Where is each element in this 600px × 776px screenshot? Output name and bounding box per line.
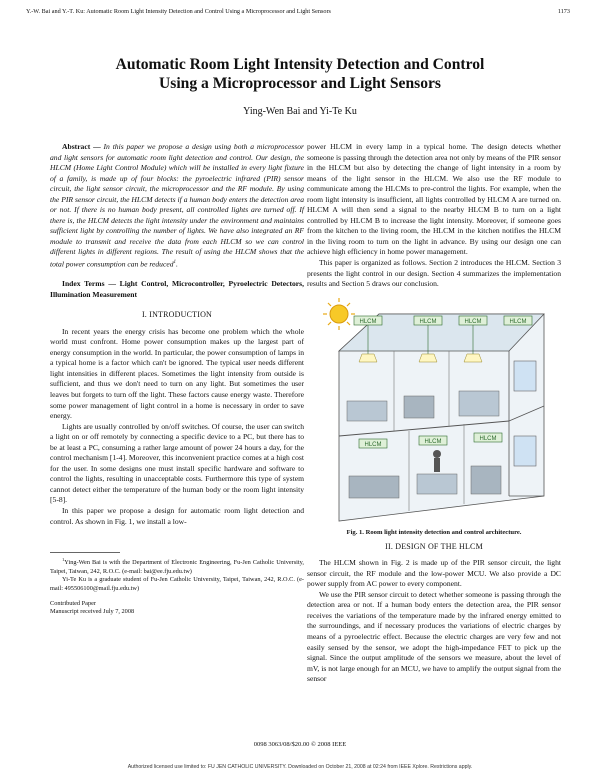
page-number: 1173 xyxy=(557,8,570,15)
hlcm-module xyxy=(359,439,387,448)
svg-text:HLCM: HLCM xyxy=(479,435,497,442)
intro-paragraph-3: In this paper we propose a design for automatic room light detection and control. As shown in Fig. 1, we install a low- xyxy=(50,506,304,526)
footnotes xyxy=(50,549,304,593)
abstract-label: Abstract — xyxy=(62,142,101,151)
section-2-paragraph-1: The HLCM shown in Fig. 2 is made up of the PIR sensor circuit, the light sensor circuit, the RF module and the low-power MCU. We also provide a DC power supply from AC power to every component. xyxy=(307,558,561,589)
bed-icon xyxy=(347,401,387,421)
abstract-footnote-mark: 1 xyxy=(173,260,177,266)
table-icon xyxy=(417,474,457,494)
running-header: Y.-W. Bai and Y.-T. Ku: Automatic Room Light Intensity Detection and Control Using a Microprocessor and Light Sensors xyxy=(26,8,331,15)
hlcm-module xyxy=(504,316,532,325)
contributed-paper: Contributed Paper xyxy=(50,599,96,607)
section-1-heading: I. INTRODUCTION xyxy=(141,310,213,320)
couch-icon xyxy=(471,466,501,494)
right-paragraph-2: This paper is organized as follows. Section 2 introduces the HLCM. Section 3 presents the light control in our design. Section 4 summarizes the implementation results and Section 5 draws our conclusion. xyxy=(307,258,561,289)
author-list: Ying-Wen Bai and Yi-Te Ku xyxy=(243,106,357,117)
authorized-use-notice: Authorized licensed use limited to: FU JEN CATHOLIC UNIVERSITY. Downloaded on October 21, 2008 at 02:24 from IEEE Xplore. Restrictions apply. xyxy=(127,764,473,770)
title-line-1: Automatic Room Light Intensity Detection and Control xyxy=(115,56,485,73)
figure-caption: Fig. 1. Room light intensity detection and control architecture. xyxy=(346,528,522,536)
sun-icon xyxy=(323,298,355,330)
index-terms: Index Terms — Light Control, Microcontroller, Pyroelectric Detectors, Illumination Measurement xyxy=(50,279,304,299)
left-column xyxy=(50,142,304,617)
footnote-1: $^1$Ying-Wen Bai is with the Department of Electronic Engineering, Fu-Jen Catholic University, Taipei, Taiwan, 242, R.O.C. (e-mail: bai@ee.fju.edu.tw) xyxy=(50,557,304,575)
section-2-paragraph-2: We use the PIR sensor circuit to detect whether someone is passing through the detection area or not. If a human body enters the detection area, the PIR sensor receives the variations of the temperature made by the infrared energy emitted to the surroundings, and if necessary produces the variations of electric charges by means of a pyroelectric effect. Because the electric charges are very few and not easily sensed by the sensor, we adopt the high-impedance FET to pick up the signal. Since the output amplitude of the sensors we measure, about the level of mV, is not large enough for an MCU, we have to amplify the output signal from the sensor xyxy=(307,589,561,684)
footnote-rule xyxy=(50,552,120,553)
manuscript-info xyxy=(50,600,304,617)
window-icon xyxy=(514,361,536,391)
svg-text:HLCM: HLCM xyxy=(359,318,377,325)
abstract: Abstract — In this paper we propose a design using both a microprocessor and light sensors for automatic room light detection and control. Our design, the HLCM (Home Light Control Module) which will be installed in every light fixture of a family, is made up of four blocks: the pyroelectric infrared (PIR) sensor circuit, the light sensor circuit, the microprocessor and the RF module. By using the PIR sensor circuit, the HLCM detects if a human body enters the detection area or not. If there is no human body present, all controlled lights are turned off. If there is, the HLCM detects the light intensity under the environment and maintains sufficient light by controlling the number of lights. We have also integrated an RF module to transmit and receive the data from each HLCM so we can control different lights in different regions. The result of using the HLCM shows that the total power consumption can be reduced$^1$. xyxy=(50,142,304,269)
sofa-icon xyxy=(459,391,499,416)
title-line-2: Using a Microprocessor and Light Sensors xyxy=(158,74,441,92)
person-icon xyxy=(433,450,441,472)
svg-text:HLCM: HLCM xyxy=(464,318,482,325)
figure-1 xyxy=(319,296,549,534)
kitchen-counter-icon xyxy=(349,476,399,498)
svg-text:HLCM: HLCM xyxy=(424,438,442,445)
desk-icon xyxy=(404,396,434,418)
abstract-text: In this paper we propose a design using both a microprocessor and light sensors for automatic room light detection and control. Our design, the HLCM (Home Light Control Module) which will be installed in every light fixture of a family, is made up of four blocks: the pyroelectric infrared (PIR) sensor circuit, the light sensor circuit, the microprocessor and the RF module. By using the PIR sensor circuit, the HLCM detects if a human body enters the detection area or not. If there is no human body present, all controlled lights are turned off. If there is, the HLCM detects the light intensity under the environment and maintains sufficient light by controlling the number of lights. We have also integrated an RF module to transmit and receive the data from each HLCM so we can control different lights in different regions. The result of using the HLCM shows that the total power consumption can be reduced xyxy=(50,142,304,269)
hlcm-module xyxy=(474,433,502,442)
section-2-heading: II. DESIGN OF THE HLCM xyxy=(385,541,483,551)
hlcm-module xyxy=(419,436,447,445)
right-column xyxy=(307,142,561,685)
copyright-line: 0098 3063/08/$20.00 © 2008 IEEE xyxy=(253,741,347,748)
intro-paragraph-1: In recent years the energy crisis has become one problem which the whole world must confront. Home power consumption makes up the largest part of energy consumption in the world. In particular, the power consumption of lamps in a typical home is a factor which can't be ignored. The typical user needs different light intensities in different places. Sometimes the light intensity from outside is sufficient, and thus we don't need to turn on any light. But sometimes the user leaves but forgets to turn off the light. These factors cause energy waste. Therefore some power management of light control in a home is necessary in order to save energy. xyxy=(50,326,304,421)
window-icon xyxy=(514,436,536,466)
footnote-2: Yi-Te Ku is a graduate student of Fu-Jen Catholic University, Taipei, Taiwan, 242, R.O.C. (e-mail: 495506100@mail.fju.edu.tw) xyxy=(50,576,304,592)
manuscript-received: Manuscript received July 7, 2008 xyxy=(50,608,135,616)
svg-text:HLCM: HLCM xyxy=(419,318,437,325)
intro-paragraph-2: Lights are usually controlled by on/off switches. Of course, the user can switch a light on or off remotely by connecting a specific device to a PC, but there has to be at least a PC, consuming a rather large amount of power 24 hours a day, for the control mechanism [1-4]. Moreover, this inconvenient practice comes at a high cost for the user. In some designs one must install specific hardware and software to control the lights, resulting in unacceptable costs. Furthermore this type of system cannot detect either the temperature of the human body or the room light intensity [5-8]. xyxy=(50,421,304,505)
house-architecture-illustration xyxy=(319,296,549,526)
svg-text:HLCM: HLCM xyxy=(364,441,382,448)
svg-text:HLCM: HLCM xyxy=(509,318,527,325)
paper-title xyxy=(0,56,600,93)
right-paragraph-1: power HLCM in every lamp in a typical home. The design detects whether someone is passing through the detection area not only by means of the PIR sensor in the HLCM but also by detecting the change of light intensity in a room by means of the light sensor in the HLCM. We also use the RF module to communicate among the HLCMs to pre-control the lights. For example, when the room light intensity is insufficient, all lights controlled by HLCM A are turned on. HLCM A will then send a signal to the nearby HLCM B to turn on a light controlled by HLCM B to increase the light intensity. Moreover, if someone goes from the kitchen to the living room, the HLCM in the kitchen notifies the HLCM in the living room to turn on the light in advance. By using our design one can achieve high efficiency in home power management. xyxy=(307,142,561,257)
